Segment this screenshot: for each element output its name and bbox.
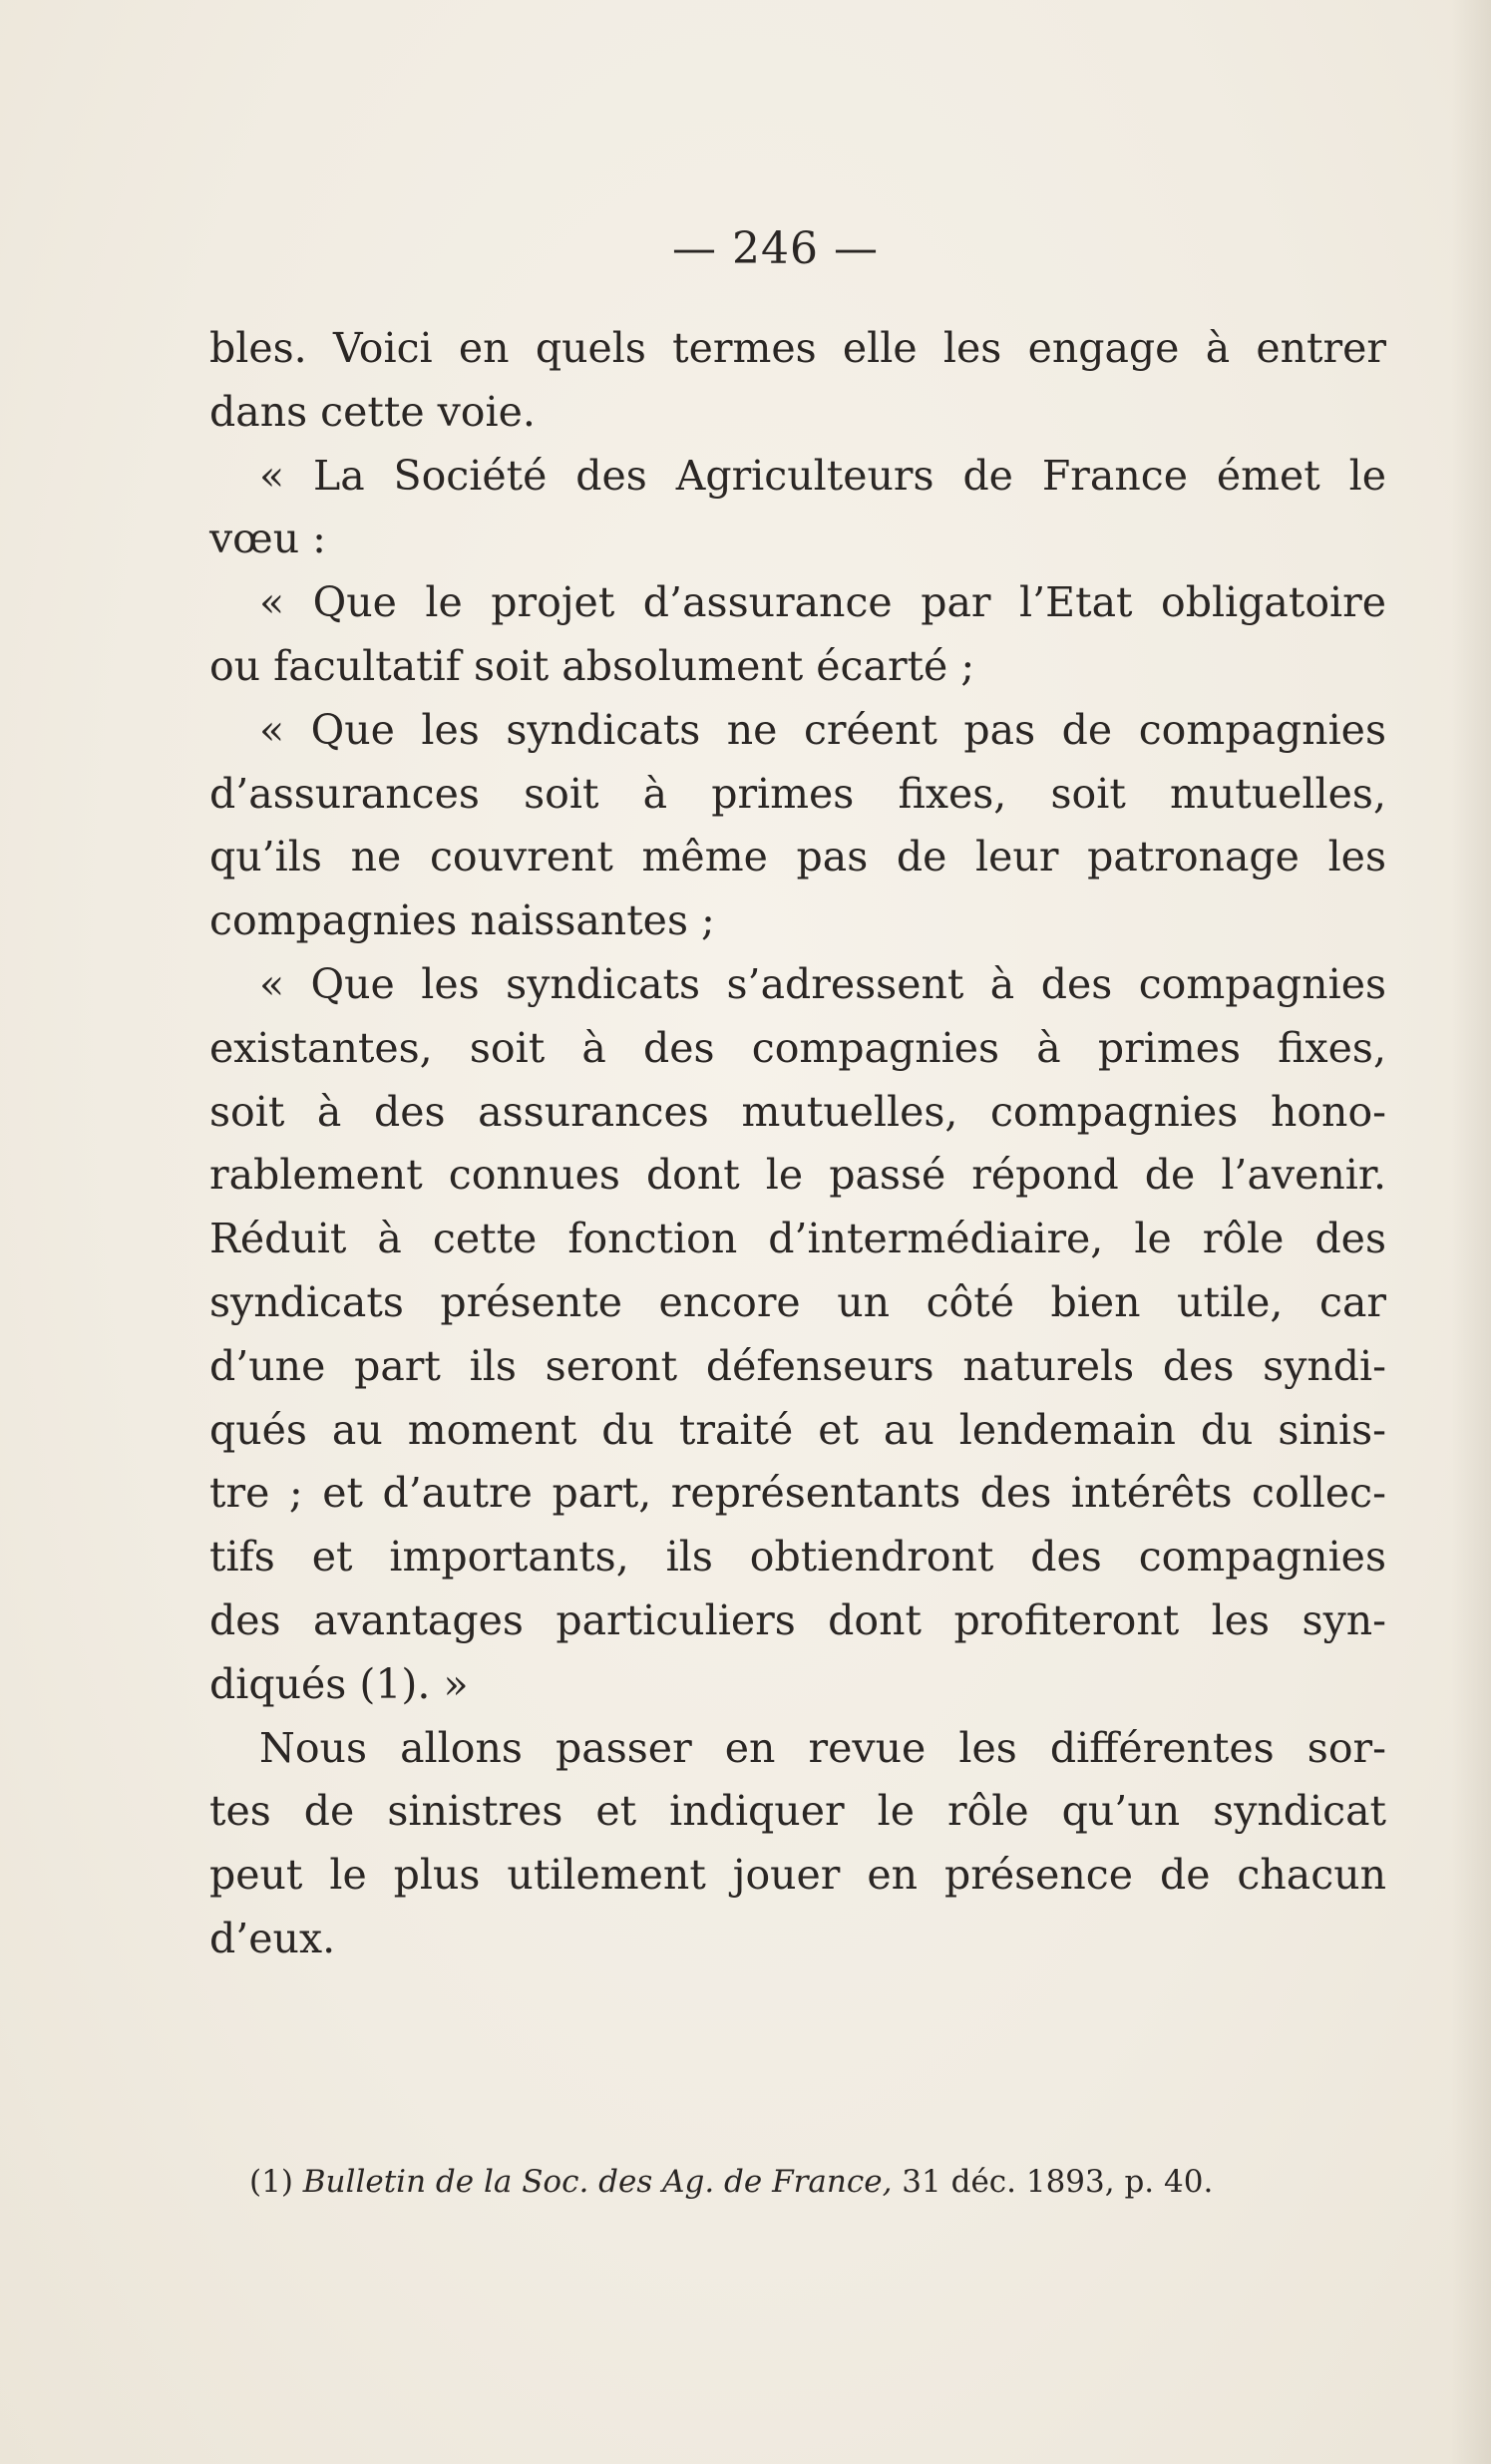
text-line: « La Société des Agriculteurs de France émet le	[259, 451, 1386, 500]
text-line: qués au moment du traité et au lendemain du sinis-	[209, 1405, 1386, 1454]
text-line: « Que le projet d’assurance par l’Etat obligatoire	[259, 578, 1386, 627]
text-line: qu’ils ne couvrent même pas de leur patronage les	[209, 833, 1386, 881]
text-line: existantes, soit à des compagnies à primes fixes,	[209, 1023, 1386, 1072]
text-line: Réduit à cette fonction d’intermédiaire, le rôle des	[209, 1215, 1386, 1263]
text-line: d’eux.	[209, 1914, 336, 1962]
text-line: tifs et importants, ils obtiendront des compagnies	[209, 1533, 1386, 1582]
text-line: compagnies naissantes ;	[209, 896, 715, 945]
footnote	[249, 2164, 1213, 2200]
text-line: rablement connues dont le passé répond de l’avenir.	[209, 1151, 1386, 1200]
footnote-title: Bulletin de la Soc. des Ag. de France,	[302, 2164, 893, 2200]
text-line: « Que les syndicats ne créent pas de compagnies	[259, 705, 1386, 754]
text-line: soit à des assurances mutuelles, compagnies hono-	[209, 1087, 1386, 1136]
footnote-marker: (1)	[249, 2164, 293, 2200]
footnote-date: 31 déc. 1893, p. 40.	[902, 2164, 1214, 2200]
text-line: « Que les syndicats s’adressent à des compagnies	[259, 959, 1386, 1008]
body-text	[209, 317, 1386, 1971]
page-number: — 246 —	[672, 223, 879, 274]
text-line: vœu :	[209, 515, 326, 563]
text-line: d’une part ils seront défenseurs naturels des syndi-	[209, 1341, 1386, 1390]
text-line: ou facultatif soit absolument écarté ;	[209, 641, 975, 690]
text-line: peut le plus utilement jouer en présence de chacun	[209, 1851, 1386, 1900]
page-edge-shadow	[1451, 0, 1491, 2464]
text-line: d’assurances soit à primes fixes, soit mutuelles,	[209, 769, 1386, 818]
text-line: des avantages particuliers dont profiteront les syn-	[209, 1595, 1386, 1644]
text-line: diqués (1). »	[209, 1659, 469, 1708]
text-line: syndicats présente encore un côté bien utile, car	[209, 1277, 1386, 1326]
text-line: dans cette voie.	[209, 387, 536, 436]
text-line: tre ; et d’autre part, représentants des intérêts collec-	[209, 1469, 1386, 1518]
text-line: Nous allons passer en revue les différentes sor-	[259, 1723, 1386, 1772]
text-line: bles. Voici en quels termes elle les engage à entrer	[209, 324, 1386, 372]
text-line: tes de sinistres et indiquer le rôle qu’un syndicat	[209, 1787, 1386, 1836]
